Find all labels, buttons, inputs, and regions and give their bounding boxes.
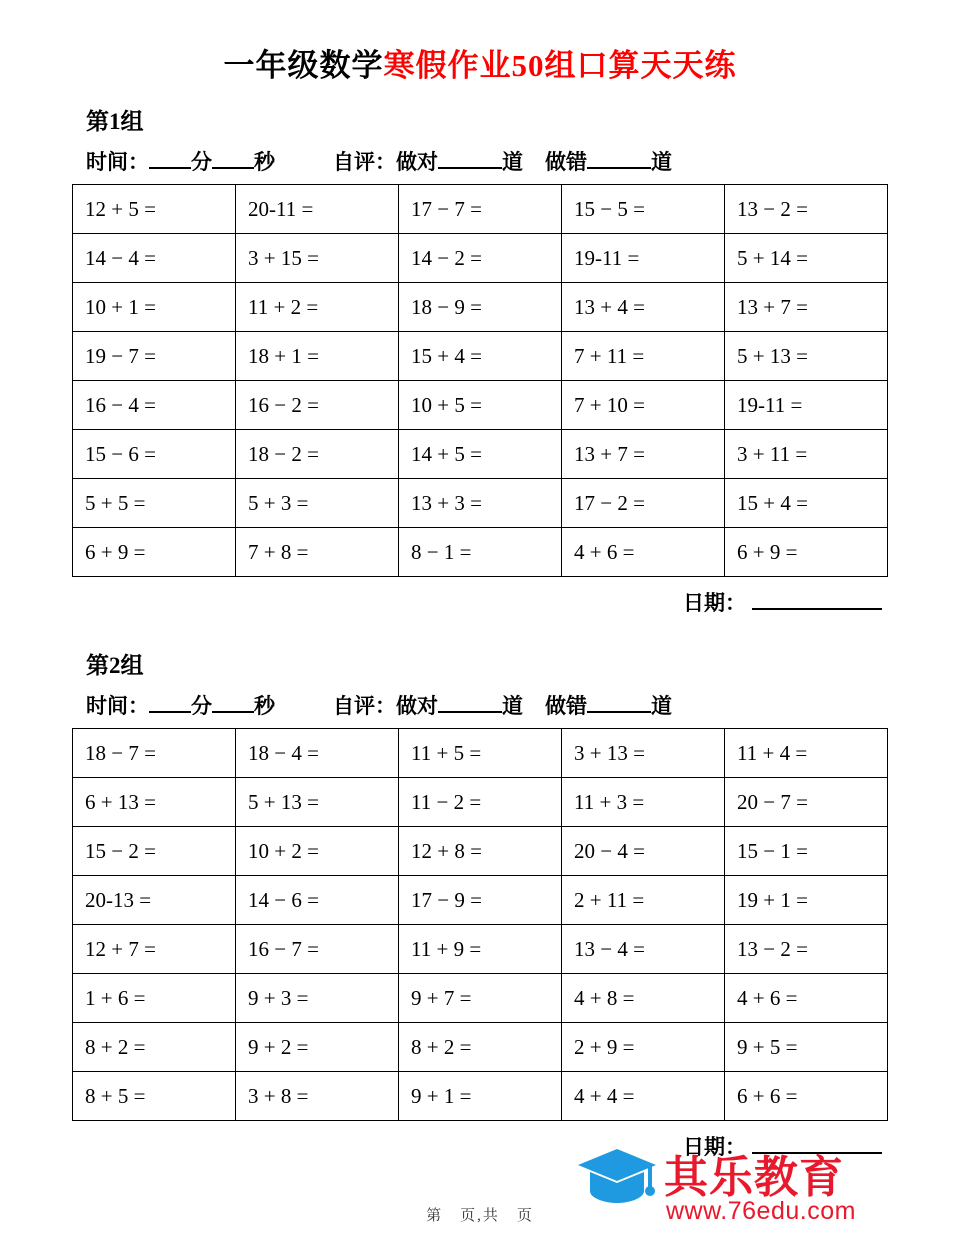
selfcheck-correct-blank[interactable]	[438, 711, 502, 713]
table-row	[73, 1023, 888, 1072]
table-row	[73, 876, 888, 925]
table-row	[73, 234, 888, 283]
group-1-problem-table	[72, 184, 888, 577]
problem-cell[interactable]: 5 + 13 =	[236, 778, 399, 827]
date-label: 日期：	[683, 1135, 746, 1159]
problem-cell[interactable]: 17 − 7 =	[399, 185, 562, 234]
table-row	[73, 925, 888, 974]
site-logo	[568, 1141, 898, 1233]
page-title-red: 寒假作业50组口算天天练	[383, 48, 737, 83]
time-minutes-blank[interactable]	[149, 167, 191, 169]
selfcheck-label: 自评：做对	[333, 150, 438, 174]
problem-cell[interactable]: 5 + 5 =	[73, 479, 236, 528]
logo-url-text: www.76edu.com	[666, 1197, 856, 1225]
problem-cell[interactable]: 13 + 4 =	[562, 283, 725, 332]
problem-cell[interactable]: 18 − 7 =	[73, 729, 236, 778]
graduation-cap-icon	[574, 1145, 660, 1207]
problem-cell[interactable]: 13 − 4 =	[562, 925, 725, 974]
problem-cell[interactable]: 6 + 9 =	[73, 528, 236, 577]
selfcheck-wrong-blank[interactable]	[587, 711, 651, 713]
table-row	[73, 729, 888, 778]
problem-cell[interactable]: 14 + 5 =	[399, 430, 562, 479]
time-label: 时间：	[86, 694, 149, 718]
group-2-time-field	[86, 690, 275, 720]
problem-cell[interactable]: 8 + 2 =	[73, 1023, 236, 1072]
time-minutes-blank[interactable]	[149, 711, 191, 713]
problem-cell[interactable]: 16 − 2 =	[236, 381, 399, 430]
problem-cell[interactable]: 14 − 6 =	[236, 876, 399, 925]
problem-cell[interactable]: 19 + 1 =	[725, 876, 888, 925]
problem-cell[interactable]: 9 + 7 =	[399, 974, 562, 1023]
problem-cell[interactable]: 12 + 5 =	[73, 185, 236, 234]
group-2-title: 第2组	[86, 653, 144, 678]
problem-cell[interactable]: 8 − 1 =	[399, 528, 562, 577]
problem-cell[interactable]: 6 + 9 =	[725, 528, 888, 577]
problem-cell[interactable]: 7 + 8 =	[236, 528, 399, 577]
problem-cell[interactable]: 18 − 4 =	[236, 729, 399, 778]
problem-cell[interactable]: 19 − 7 =	[73, 332, 236, 381]
problem-cell[interactable]: 11 − 2 =	[399, 778, 562, 827]
problem-cell[interactable]: 2 + 9 =	[562, 1023, 725, 1072]
table-row	[73, 332, 888, 381]
problem-cell[interactable]: 17 − 2 =	[562, 479, 725, 528]
problem-cell[interactable]: 15 − 1 =	[725, 827, 888, 876]
problem-cell[interactable]: 4 + 8 =	[562, 974, 725, 1023]
problem-cell[interactable]: 16 − 4 =	[73, 381, 236, 430]
problem-cell[interactable]: 15 + 4 =	[399, 332, 562, 381]
problem-cell[interactable]: 7 + 10 =	[562, 381, 725, 430]
problem-cell[interactable]: 18 + 1 =	[236, 332, 399, 381]
problem-cell[interactable]: 20 − 7 =	[725, 778, 888, 827]
logo-brand-text: 其乐教育	[664, 1153, 844, 1202]
problem-cell[interactable]: 11 + 4 =	[725, 729, 888, 778]
selfcheck-correct-unit: 道	[502, 694, 523, 718]
group-1	[72, 103, 888, 617]
problem-cell[interactable]: 13 + 7 =	[725, 283, 888, 332]
selfcheck-wrong-blank[interactable]	[587, 167, 651, 169]
problem-cell[interactable]: 4 + 6 =	[562, 528, 725, 577]
time-seconds-unit: 秒	[254, 150, 275, 174]
page-footer: 第 页,共 页	[426, 1208, 534, 1224]
time-seconds-blank[interactable]	[212, 167, 254, 169]
problem-cell[interactable]: 9 + 5 =	[725, 1023, 888, 1072]
selfcheck-wrong-label: 做错	[545, 694, 587, 718]
time-label: 时间：	[86, 150, 149, 174]
problem-cell[interactable]: 9 + 2 =	[236, 1023, 399, 1072]
problem-cell[interactable]: 3 + 11 =	[725, 430, 888, 479]
table-row	[73, 1072, 888, 1121]
problem-cell[interactable]: 13 − 2 =	[725, 185, 888, 234]
group-2	[72, 647, 888, 1161]
problem-cell[interactable]: 8 + 5 =	[73, 1072, 236, 1121]
problem-cell[interactable]: 8 + 2 =	[399, 1023, 562, 1072]
problem-cell[interactable]: 17 − 9 =	[399, 876, 562, 925]
table-row	[73, 528, 888, 577]
problem-cell[interactable]: 13 + 3 =	[399, 479, 562, 528]
problem-cell[interactable]: 20-11 =	[236, 185, 399, 234]
problem-cell[interactable]: 7 + 11 =	[562, 332, 725, 381]
problem-cell[interactable]: 11 + 9 =	[399, 925, 562, 974]
problem-cell[interactable]: 12 + 7 =	[73, 925, 236, 974]
problem-cell[interactable]: 20-13 =	[73, 876, 236, 925]
problem-cell[interactable]: 11 + 3 =	[562, 778, 725, 827]
group-1-meta-row	[86, 146, 888, 176]
table-row	[73, 430, 888, 479]
time-seconds-blank[interactable]	[212, 711, 254, 713]
problem-cell[interactable]: 15 − 2 =	[73, 827, 236, 876]
time-minutes-unit: 分	[191, 150, 212, 174]
problem-cell[interactable]: 5 + 3 =	[236, 479, 399, 528]
problem-cell[interactable]: 19-11 =	[725, 381, 888, 430]
problem-cell[interactable]: 4 + 4 =	[562, 1072, 725, 1121]
problem-cell[interactable]: 6 + 6 =	[725, 1072, 888, 1121]
time-minutes-unit: 分	[191, 694, 212, 718]
page-title-black: 一年级数学	[223, 48, 384, 83]
problem-cell[interactable]: 9 + 1 =	[399, 1072, 562, 1121]
group-2-problem-table	[72, 728, 888, 1121]
table-row	[73, 778, 888, 827]
selfcheck-correct-unit: 道	[502, 150, 523, 174]
problem-cell[interactable]: 5 + 13 =	[725, 332, 888, 381]
problem-cell[interactable]: 9 + 3 =	[236, 974, 399, 1023]
problem-cell[interactable]: 3 + 15 =	[236, 234, 399, 283]
problem-cell[interactable]: 19-11 =	[562, 234, 725, 283]
table-row	[73, 827, 888, 876]
selfcheck-correct-blank[interactable]	[438, 167, 502, 169]
table-row	[73, 185, 888, 234]
problem-cell[interactable]: 20 − 4 =	[562, 827, 725, 876]
date-blank[interactable]	[752, 608, 882, 610]
time-seconds-unit: 秒	[254, 694, 275, 718]
problem-cell[interactable]: 18 − 9 =	[399, 283, 562, 332]
group-1-time-field	[86, 146, 275, 176]
date-label: 日期：	[683, 591, 746, 615]
table-row	[73, 974, 888, 1023]
problem-cell[interactable]: 5 + 14 =	[725, 234, 888, 283]
problem-cell[interactable]: 13 − 2 =	[725, 925, 888, 974]
problem-cell[interactable]: 10 + 2 =	[236, 827, 399, 876]
problem-cell[interactable]: 16 − 7 =	[236, 925, 399, 974]
table-row	[73, 381, 888, 430]
selfcheck-wrong-unit: 道	[651, 694, 672, 718]
problem-cell[interactable]: 15 + 4 =	[725, 479, 888, 528]
problem-cell[interactable]: 1 + 6 =	[73, 974, 236, 1023]
problem-cell[interactable]: 11 + 5 =	[399, 729, 562, 778]
group-1-title: 第1组	[86, 109, 144, 134]
problem-cell[interactable]: 15 − 5 =	[562, 185, 725, 234]
problem-cell[interactable]: 14 − 2 =	[399, 234, 562, 283]
selfcheck-wrong-unit: 道	[651, 150, 672, 174]
problem-cell[interactable]: 4 + 6 =	[725, 974, 888, 1023]
problem-cell[interactable]: 14 − 4 =	[73, 234, 236, 283]
problem-cell[interactable]: 10 + 1 =	[73, 283, 236, 332]
table-row	[73, 479, 888, 528]
problem-cell[interactable]: 3 + 8 =	[236, 1072, 399, 1121]
problem-cell[interactable]: 11 + 2 =	[236, 283, 399, 332]
group-1-date-row	[72, 587, 888, 617]
table-row	[73, 283, 888, 332]
selfcheck-wrong-label: 做错	[545, 150, 587, 174]
problem-cell[interactable]: 15 − 6 =	[73, 430, 236, 479]
problem-cell[interactable]: 12 + 8 =	[399, 827, 562, 876]
problem-cell[interactable]: 10 + 5 =	[399, 381, 562, 430]
problem-cell[interactable]: 13 + 7 =	[562, 430, 725, 479]
selfcheck-label: 自评：做对	[333, 694, 438, 718]
group-1-selfcheck-field	[333, 146, 672, 176]
problem-cell[interactable]: 6 + 13 =	[73, 778, 236, 827]
problem-cell[interactable]: 2 + 11 =	[562, 876, 725, 925]
group-2-selfcheck-field	[333, 690, 672, 720]
group-2-meta-row	[86, 690, 888, 720]
page-title	[72, 0, 888, 85]
problem-cell[interactable]: 18 − 2 =	[236, 430, 399, 479]
problem-cell[interactable]: 3 + 13 =	[562, 729, 725, 778]
